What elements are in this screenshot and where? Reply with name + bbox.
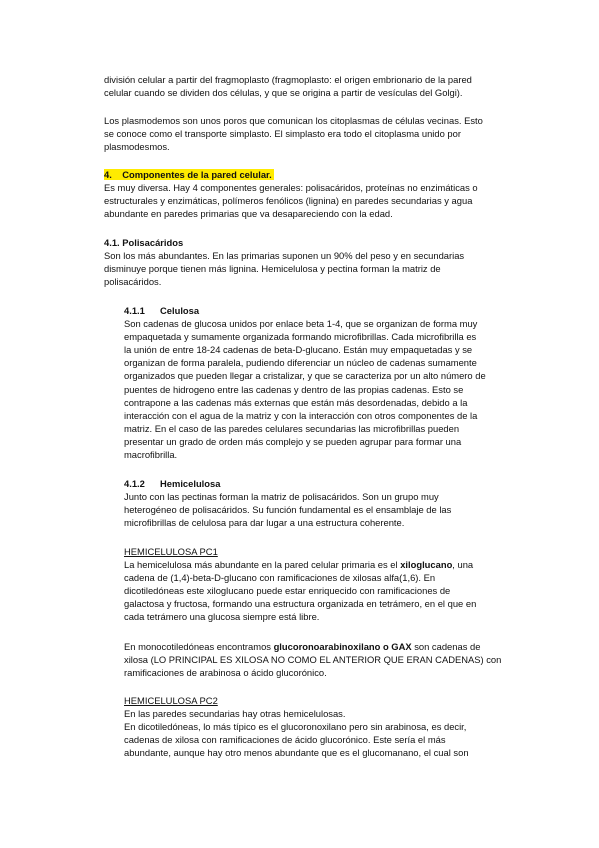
text-line: puentes de hidrogeno entre las cadenas y dentro de las propias cadenas. Esto se (124, 383, 464, 395)
text-line: En las paredes secundarias hay otras hemicelulosas. (124, 708, 346, 720)
section-number: 4.1.1 (124, 305, 145, 316)
section-number: 4.1.2 (124, 478, 145, 489)
text-line: celular cuando se dividen dos células, y que se origina a partir de vesículas del Golgi). (104, 87, 463, 99)
section-heading: 4.1. Polisacáridos (104, 237, 184, 248)
paragraph-intro (104, 73, 504, 99)
text-run: En monocotiledóneas encontramos (124, 641, 274, 652)
text-line: matriz. En el caso de las paredes celulares secundarias las microfibrillas pueden (124, 422, 460, 434)
text-line: empaquetada y sumamente organizada formando microfibrillas. Cada microfibrilla es (124, 331, 477, 343)
hemicelulosa-pc1 (124, 545, 516, 624)
section-heading (104, 168, 504, 181)
text-run: son cadenas de (411, 641, 481, 652)
text-line: cada tetrámero una glucosa siempre está libre. (124, 611, 320, 623)
text-line: Son cadenas de glucosa unidos por enlace beta 1-4, que se organizan de forma muy (124, 318, 478, 330)
hemicelulosa-pc2 (124, 694, 516, 759)
text-run: La hemicelulosa más abundante en la pared celular primaria es el (124, 559, 401, 571)
bold-term: glucoronoarabinoxilano o GAX (273, 641, 412, 652)
section-title: Hemicelulosa (160, 478, 221, 489)
text-line: división celular a partir del fragmoplasto (fragmoplasto: el origen embrionario de la pared (104, 74, 472, 85)
text-line: la unión de entre 18-24 cadenas de beta-D-glucano. Están muy empaquetadas y se (124, 344, 473, 356)
text-line: plasmodesmos. (104, 141, 170, 153)
text-line: disminuye porque tienen más lignina. Hemicelulosa y pectina forman la matriz de (104, 263, 441, 275)
text-line: abundante, aunque hay otro menos abundante que es el glucomanano, el cual son (124, 747, 469, 759)
section-4-1 (104, 236, 504, 288)
hemicelulosa-monocot (124, 640, 516, 679)
bold-term: xiloglucano (400, 559, 453, 571)
text-line (124, 640, 516, 653)
section-heading (124, 304, 516, 317)
section-4-1-1 (124, 304, 516, 461)
text-line: En dicotiledóneas, lo más típico es el glucoronoxilano pero sin arabinosa, es decir, (124, 721, 467, 733)
text-line: macrofibrilla. (124, 449, 178, 461)
text-line: interacción con el agua de la matriz y con la interacción con otros componentes de la (124, 409, 478, 421)
subsection-heading: HEMICELULOSA PC1 (124, 546, 218, 557)
section-heading (124, 477, 516, 490)
text-line: organizan de forma paralela, pudiendo diferenciar un núcleo de cadenas sumamente (124, 357, 477, 369)
section-title: Componentes de la pared celular. (122, 169, 272, 180)
text-run: , una (452, 559, 474, 571)
text-line: polisacáridos. (104, 276, 162, 288)
text-line: xilosa (LO PRINCIPAL ES XILOSA NO COMO EL ANTERIOR QUE ERAN CADENAS) con (124, 654, 502, 666)
text-line: se conoce como el transporte simplasto. El simplasto era todo el citoplasma unido por (104, 128, 461, 140)
paragraph-plasmodesmos (104, 114, 504, 153)
text-line: galactosa y fructosa, formando una estructura organizada en tetrámero, en el que en (124, 598, 477, 610)
text-line: contrapone a las cadenas más externas que están más desordenadas, debido a la (124, 396, 468, 408)
subsection-heading: HEMICELULOSA PC2 (124, 695, 218, 706)
text-line: estructurales y enzimáticas, polímeros fenólicos (lignina) en paredes secundarias y agua (104, 195, 473, 207)
text-line: Son los más abundantes. En las primarias suponen un 90% del peso y en secundarias (104, 250, 465, 262)
text-line: Los plasmodemos son unos poros que comunican los citoplasmas de células vecinas. Esto (104, 115, 483, 126)
text-line: microfibrillas de celulosa para dar lugar a una estructura coherente. (124, 517, 405, 529)
text-line: heterogéneo de polisacáridos. Su función fundamental es el ensamblaje de las (124, 504, 452, 516)
section-title: Celulosa (160, 305, 200, 316)
text-line: presentar un grado de orden más complejo y se pueden agrupar para formar una (124, 435, 462, 447)
text-line: cadena de (1,4)-beta-D-glucano con ramificaciones de xilosas alfa(1,6). En (124, 572, 436, 584)
text-line: ramificaciones de arabinosa o ácido glucorónico. (124, 667, 327, 679)
text-line: abundante en paredes primarias que va desapareciendo con la edad. (104, 208, 393, 220)
section-4-1-2 (124, 477, 516, 529)
text-line (124, 558, 516, 571)
text-line: dicotiledóneas este xiloglucano puede estar enriquecido con ramificaciones de (124, 585, 451, 597)
text-line: Es muy diversa. Hay 4 componentes generales: polisacáridos, proteínas no enzimáticas o (104, 182, 478, 194)
section-4 (104, 168, 504, 220)
text-line: Junto con las pectinas forman la matriz de polisacáridos. Son un grupo muy (124, 491, 439, 503)
section-number: 4. (104, 169, 112, 180)
text-line: organizados que pueden llegar a cristalizar, y que se caracteriza por un alto número de (124, 370, 486, 382)
text-line: cadenas de xilosa con ramificaciones de ácido glucorónico. Este sería el más (124, 734, 446, 746)
